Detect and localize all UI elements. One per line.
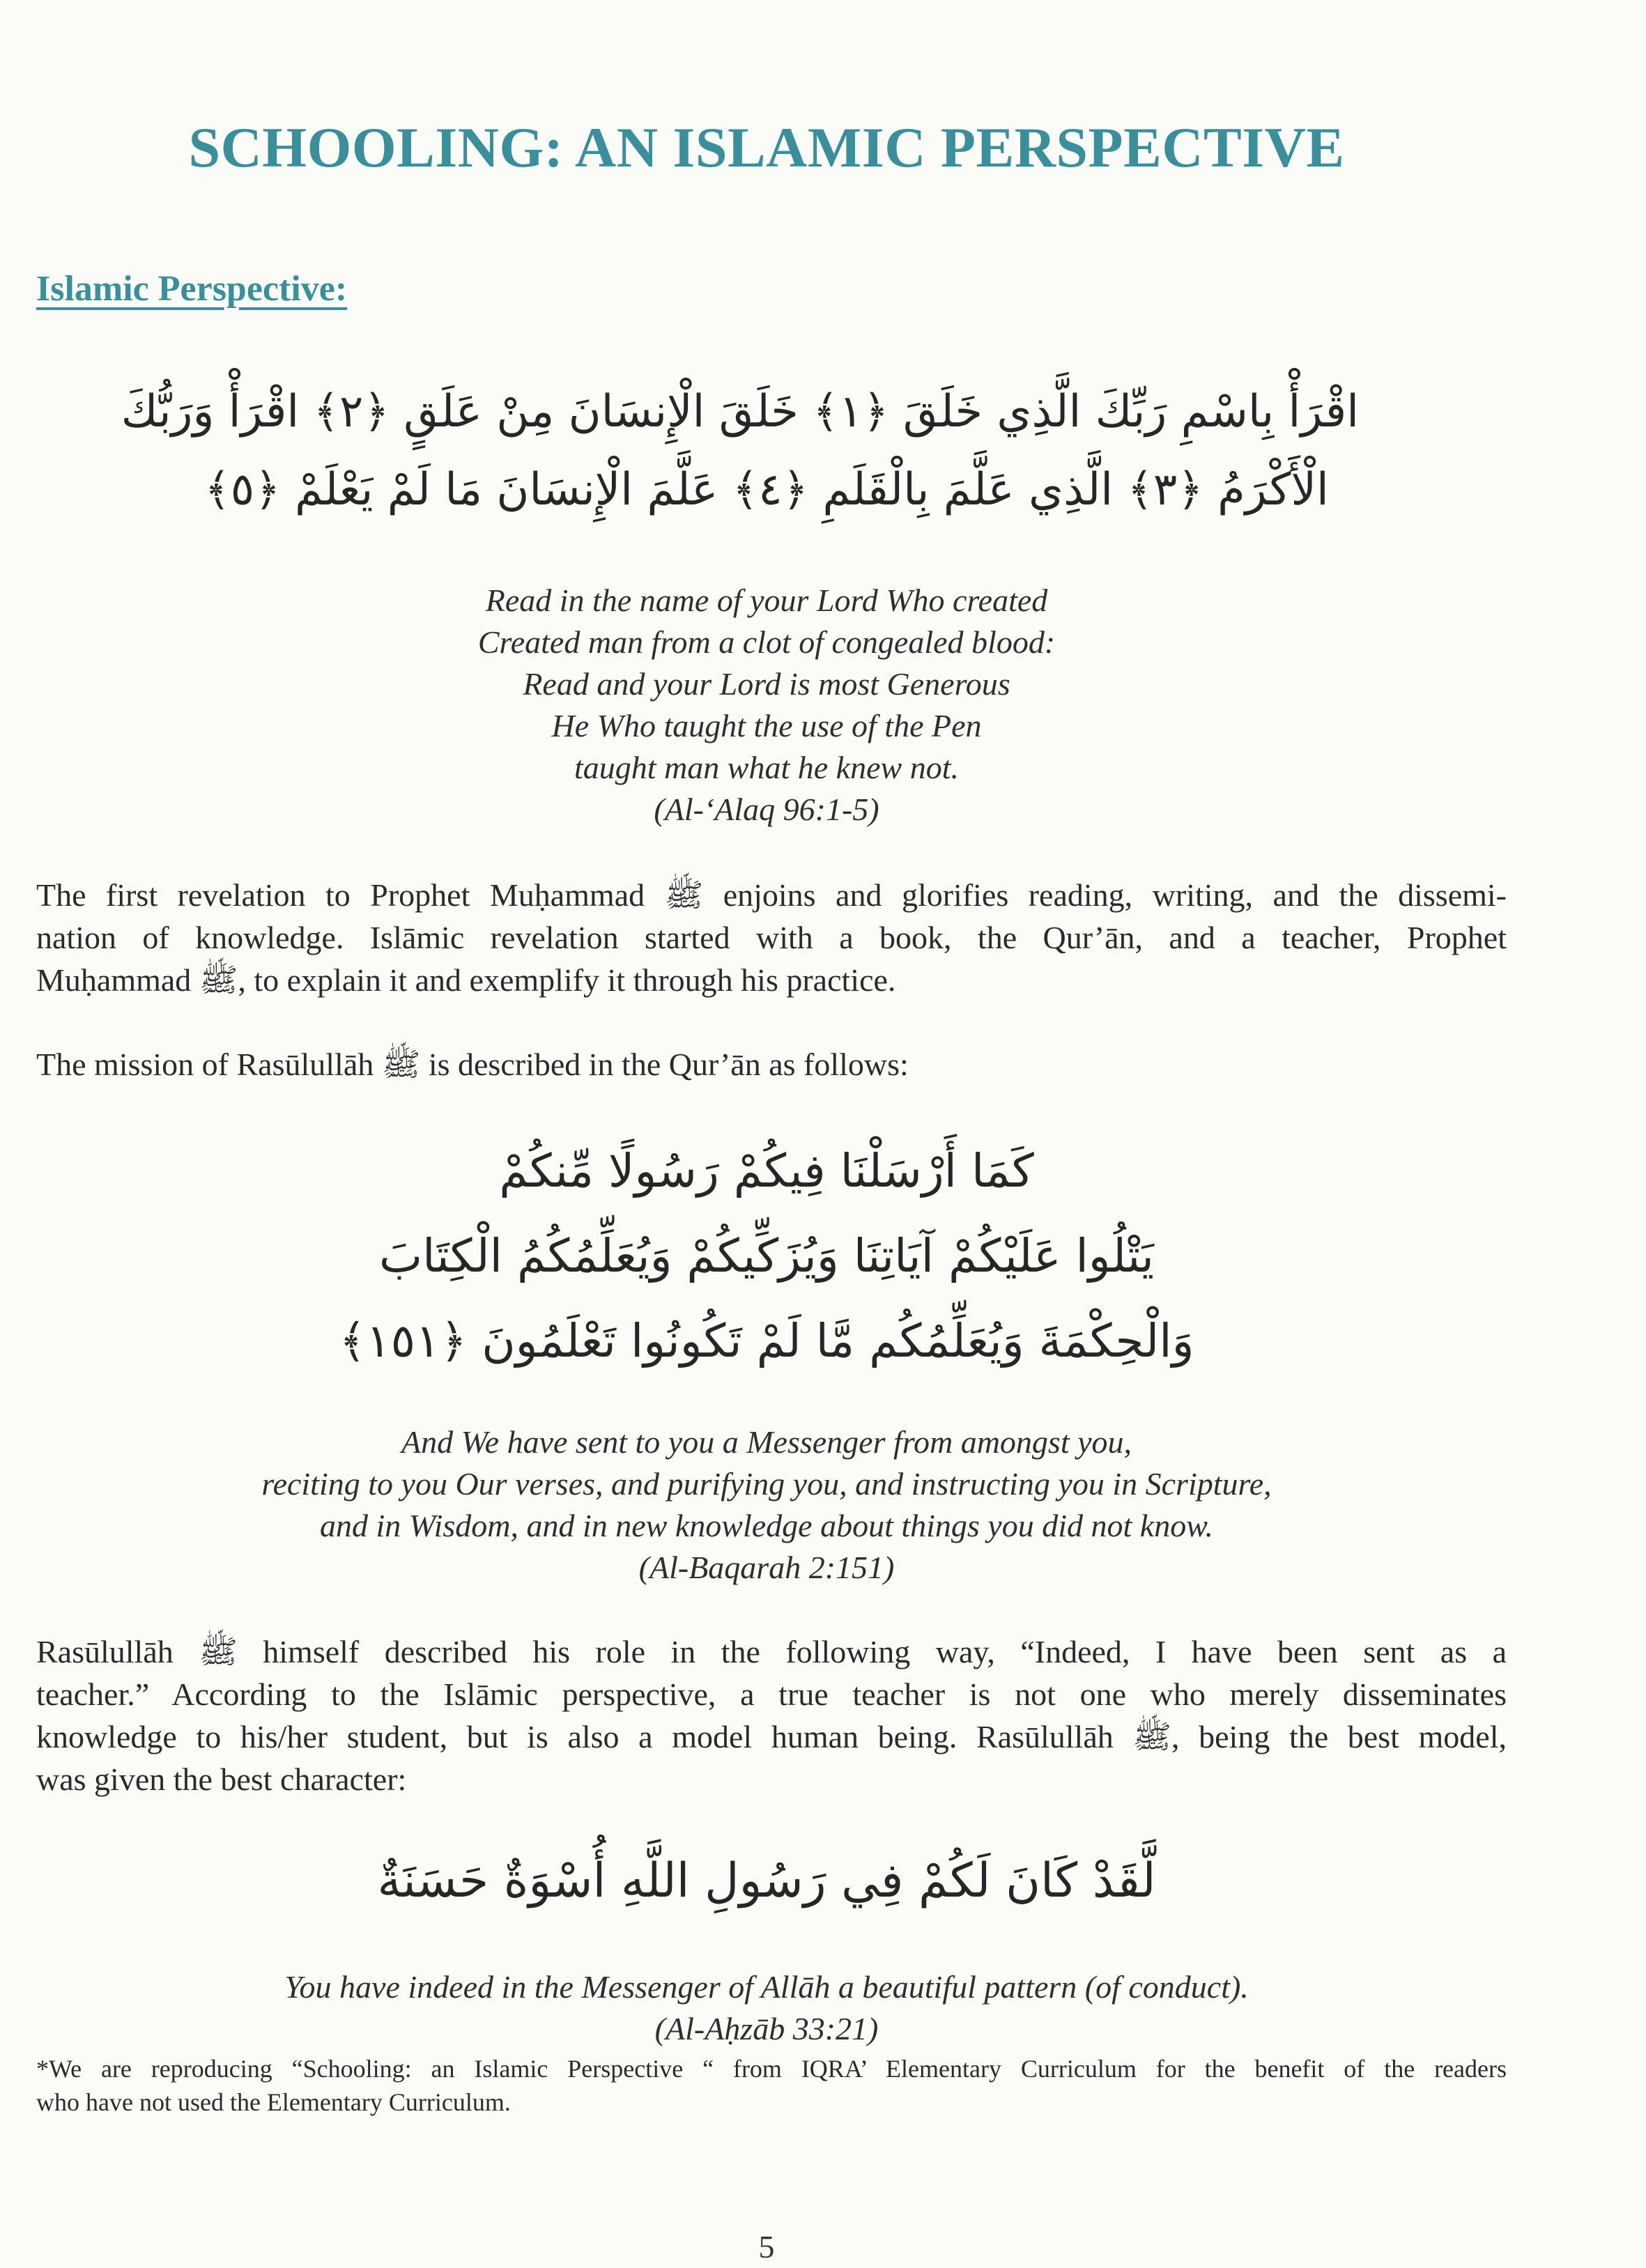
verse-translation-ahzab — [0, 1966, 1533, 2050]
translation-line: And We have sent to you a Messenger from amongst you, — [401, 1424, 1132, 1460]
paragraph-teacher-role — [36, 1630, 1507, 1800]
verse-citation: (Al-Aḥzāb 33:21) — [654, 2011, 879, 2046]
footnote-line: *We are reproducing “Schooling: an Islamic Perspective “ from IQRA’ Elementary Curriculum for the benefit of the readers — [36, 2055, 1507, 2083]
page-number: 5 — [758, 2229, 775, 2265]
translation-line: He Who taught the use of the Pen — [551, 708, 982, 743]
arabic-verse-ahzab — [174, 1839, 1359, 1923]
paragraph-line: Muḥammad ﷺ, to explain it and exemplify it through his practice. — [36, 962, 896, 998]
arabic-verse-line: اقْرَأْ بِاسْمِ رَبِّكَ الَّذِي خَلَقَ ﴿١﴾ خَلَقَ الْإِنسَانَ مِنْ عَلَقٍ ﴿٢﴾ اقْرَأْ وَرَبُّكَ — [121, 386, 1359, 438]
translation-line: Read in the name of your Lord Who created — [485, 583, 1048, 618]
section-heading — [36, 268, 347, 309]
arabic-verse-alaq — [121, 373, 1359, 529]
paragraph-line: teacher.” According to the Islāmic perspective, a true teacher is not one who merely disseminates — [36, 1676, 1507, 1712]
arabic-verse-line: الْأَكْرَمُ ﴿٣﴾ الَّذِي عَلَّمَ بِالْقَلَمِ ﴿٤﴾ عَلَّمَ الْإِنسَانَ مَا لَمْ يَعْلَمْ ﴿٥﴾ — [204, 464, 1329, 516]
arabic-verse-line: لَّقَدْ كَانَ لَكُمْ فِي رَسُولِ اللَّهِ أُسْوَةٌ حَسَنَةٌ — [377, 1853, 1156, 1908]
paragraph-line: The first revelation to Prophet Muḥammad ﷺ enjoins and glorifies reading, writing, and the dissemi- — [36, 877, 1507, 913]
footnote-line: who have not used the Elementary Curriculum. — [36, 2088, 511, 2116]
section-heading-colon: : — [334, 269, 348, 309]
translation-line: You have indeed in the Messenger of Allāh a beautiful pattern (of conduct). — [284, 1969, 1249, 2005]
verse-translation-alaq — [0, 580, 1533, 831]
translation-line: reciting to you Our verses, and purifying you, and instructing you in Scripture, — [261, 1466, 1272, 1502]
verse-translation-baqarah — [0, 1421, 1533, 1589]
translation-line: and in Wisdom, and in new knowledge about things you did not know. — [320, 1508, 1213, 1543]
paragraph-line: knowledge to his/her student, but is also a model human being. Rasūlullāh ﷺ, being the best model, — [36, 1719, 1507, 1754]
paragraph-mission — [36, 1043, 1507, 1086]
section-heading-text: Islamic Perspective — [36, 269, 335, 309]
paragraph-first-revelation — [36, 874, 1507, 1001]
arabic-verse-line: كَمَا أَرْسَلْنَا فِيكُمْ رَسُولًا مِّنكُمْ — [499, 1144, 1034, 1198]
arabic-verse-baqarah — [174, 1129, 1359, 1384]
translation-line: taught man what he knew not. — [574, 750, 959, 785]
translation-line: Read and your Lord is most Generous — [523, 666, 1010, 702]
footnote — [36, 2052, 1507, 2119]
verse-citation: (Al-‘Alaq 96:1-5) — [654, 792, 879, 827]
page-title: SCHOOLING: AN ISLAMIC PERSPECTIVE — [188, 116, 1345, 179]
arabic-verse-line: يَتْلُوا عَلَيْكُمْ آيَاتِنَا وَيُزَكِّيكُمْ وَيُعَلِّمُكُمُ الْكِتَابَ — [378, 1229, 1155, 1283]
arabic-verse-line: وَالْحِكْمَةَ وَيُعَلِّمُكُم مَّا لَمْ تَكُونُوا تَعْلَمُونَ ﴿١٥١﴾ — [339, 1314, 1194, 1368]
paragraph-line: The mission of Rasūlullāh ﷺ is described in the Qur’ān as follows: — [36, 1047, 909, 1082]
paragraph-line: was given the best character: — [36, 1761, 407, 1797]
verse-citation: (Al-Baqarah 2:151) — [638, 1550, 895, 1585]
paragraph-line: Rasūlullāh ﷺ himself described his role in the following way, “Indeed, I have been sent as a — [36, 1634, 1507, 1669]
translation-line: Created man from a clot of congealed blood: — [477, 624, 1056, 660]
paragraph-line: nation of knowledge. Islāmic revelation started with a book, the Qur’ān, and a teacher, Prophet — [36, 920, 1507, 955]
